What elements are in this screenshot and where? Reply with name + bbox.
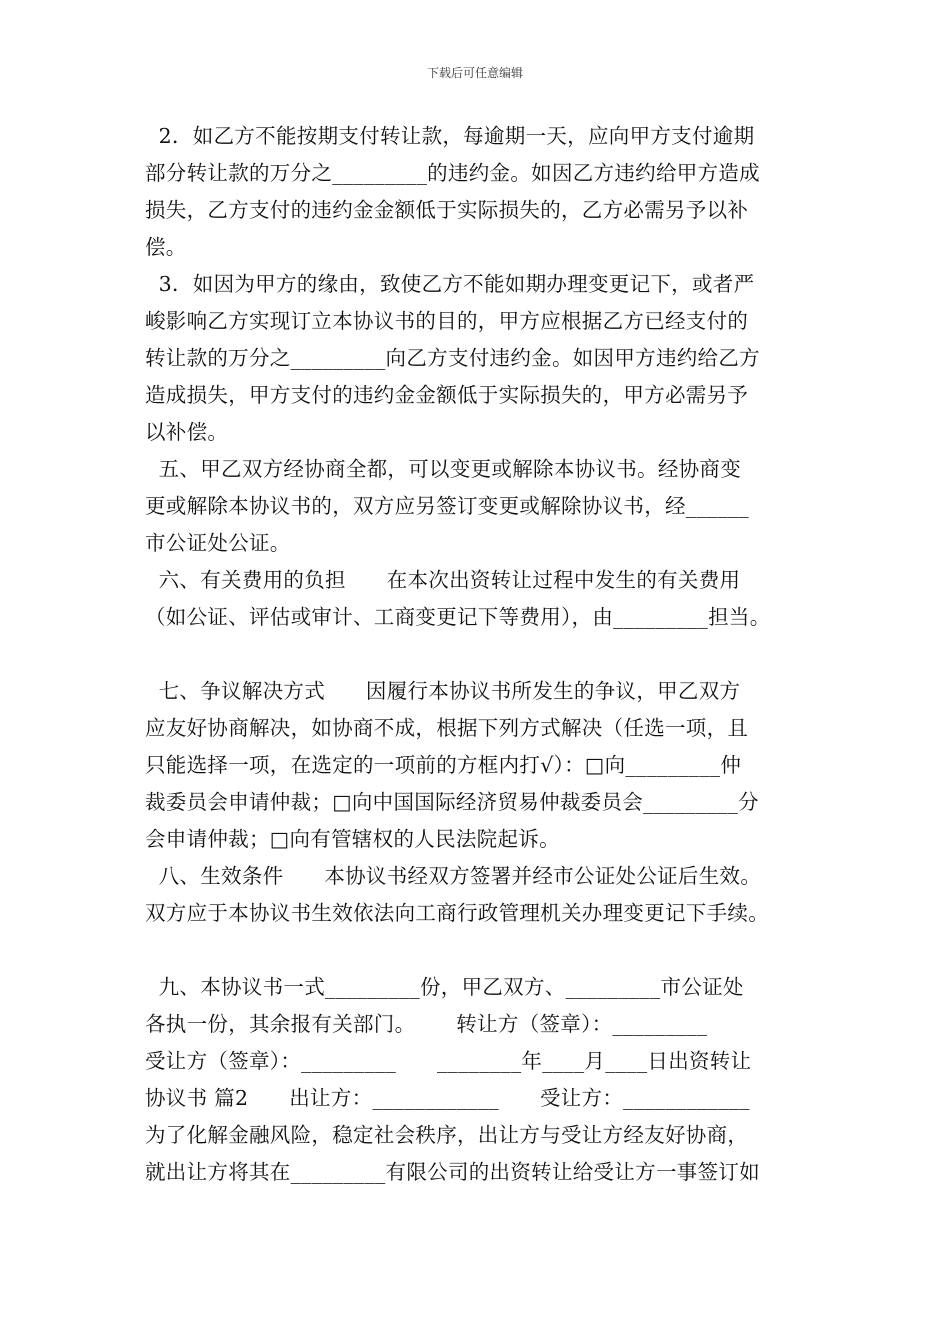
text-line: 就出让方将其在_________有限公司的出资转让给受让方一事签订如 bbox=[145, 1160, 760, 1184]
text-line: 为了化解金融风险，稳定社会秩序，出让方与受让方经友好协商， bbox=[145, 1123, 749, 1147]
text-line: 峻影响乙方实现订立本协议书的目的，甲方应根据乙方已经支付的 bbox=[145, 309, 749, 333]
blank-line bbox=[145, 932, 825, 969]
text-line: 双方应于本协议书生效依法向工商行政管理机关办理变更记下手续。 bbox=[145, 901, 769, 925]
text-line: 应友好协商解决，如协商不成，根据下列方式解决（任选一项，且 bbox=[145, 716, 749, 740]
text-line: 九、本协议书一式_________份，甲乙双方、_________市公证处 bbox=[145, 975, 744, 999]
text-line: 3．如因为甲方的缘由，致使乙方不能如期办理变更记下，或者严 bbox=[145, 272, 755, 296]
text-line: 八、生效条件 本协议书经双方签署并经市公证处公证后生效。 bbox=[145, 864, 762, 888]
text-line: （如公证、评估或审计、工商变更记下等费用），由_________担当。 bbox=[145, 605, 771, 629]
text-line: 会申请仲裁；□向有管辖权的人民法院起诉。 bbox=[145, 827, 560, 851]
text-line: 六、有关费用的负担 在本次出资转让过程中发生的有关费用 bbox=[145, 568, 741, 592]
text-line: 各执一份，其余报有关部门。 转让方（签章）：_________ bbox=[145, 1012, 708, 1036]
text-line: 部分转让款的万分之_________的违约金。如因乙方违约给甲方造成 bbox=[145, 161, 760, 185]
document-body bbox=[145, 118, 825, 1191]
blank-line bbox=[145, 636, 825, 673]
text-line: 以补偿。 bbox=[145, 420, 229, 444]
text-line: 市公证处公证。 bbox=[145, 531, 291, 555]
text-line: 2．如乙方不能按期支付转让款，每逾期一天，应向甲方支付逾期 bbox=[145, 124, 755, 148]
text-line: 偿。 bbox=[145, 235, 187, 259]
text-line: 更或解除本协议书的，双方应另签订变更或解除协议书，经______ bbox=[145, 494, 750, 518]
text-line: 受让方（签章）：_________ ________年____月____日出资转让 bbox=[145, 1049, 752, 1073]
text-line: 五、甲乙双方经协商全都，可以变更或解除本协议书。经协商变 bbox=[145, 457, 742, 481]
page-header: 下载后可任意编辑 bbox=[426, 66, 523, 80]
text-line: 损失，乙方支付的违约金金额低于实际损失的，乙方必需另予以补 bbox=[145, 198, 749, 222]
text-line: 裁委员会申请仲裁；□向中国国际经济贸易仲裁委员会_________分 bbox=[145, 790, 759, 814]
text-line: 协议书 篇2 出让方：____________ 受让方：____________ bbox=[145, 1086, 750, 1110]
text-line: 转让款的万分之_________向乙方支付违约金。如因甲方违约给乙方 bbox=[145, 346, 760, 370]
text-line: 七、争议解决方式 因履行本协议书所发生的争议，甲乙双方 bbox=[145, 679, 741, 703]
text-line: 造成损失，甲方支付的违约金金额低于实际损失的，甲方必需另予 bbox=[145, 383, 749, 407]
text-line: 只能选择一项，在选定的一项前的方框内打√）：□向_________仲 bbox=[145, 753, 742, 777]
